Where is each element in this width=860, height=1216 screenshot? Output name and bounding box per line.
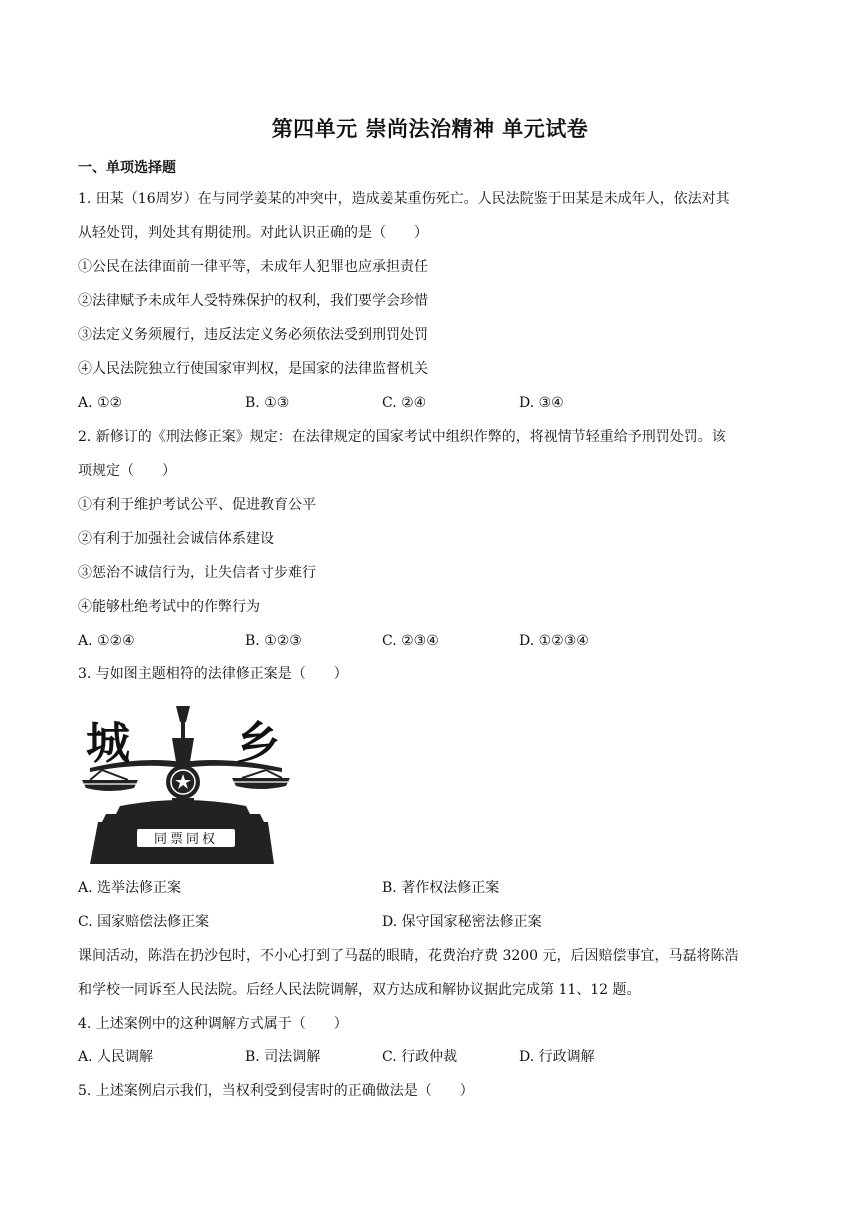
q2-stem-line1: 2. 新修订的《刑法修正案》规定：在法律规定的国家考试中组织作弊的，将视情节轻重给予刑罚处罚。该 xyxy=(78,429,726,445)
q2-option-b[interactable]: B. ①②③ xyxy=(245,633,302,649)
q3-option-d[interactable]: D. 保守国家秘密法修正案 xyxy=(382,914,542,930)
scale-right-pan xyxy=(232,770,290,789)
scale-left-word: 城 xyxy=(86,718,130,769)
q2-option-a[interactable]: A. ①②④ xyxy=(78,633,135,649)
q1-option-a[interactable]: A. ①② xyxy=(78,395,123,411)
q1-item-1: ①公民在法律面前一律平等，未成年人犯罪也应承担责任 xyxy=(78,259,428,275)
q2-option-d[interactable]: D. ①②③④ xyxy=(519,633,589,649)
q4-stem: 4. 上述案例中的这种调解方式属于（ ） xyxy=(78,1016,348,1032)
scale-right-word: 乡 xyxy=(236,718,280,769)
q2-option-c[interactable]: C. ②③④ xyxy=(382,633,439,649)
section-heading: 一、单项选择题 xyxy=(78,160,176,176)
q3-option-b[interactable]: B. 著作权法修正案 xyxy=(382,880,500,896)
q1-item-2: ②法律赋予未成年人受特殊保护的权利，我们要学会珍惜 xyxy=(78,293,428,309)
q2-item-1: ①有利于维护考试公平、促进教育公平 xyxy=(78,497,316,513)
q3-option-c[interactable]: C. 国家赔偿法修正案 xyxy=(78,914,210,930)
q4-option-c[interactable]: C. 行政仲裁 xyxy=(382,1049,458,1065)
q3-stem: 3. 与如图主题相符的法律修正案是（ ） xyxy=(78,666,348,682)
national-emblem-icon xyxy=(166,765,200,799)
q4-option-a[interactable]: A. 人民调解 xyxy=(78,1049,154,1065)
q2-item-2: ②有利于加强社会诚信体系建设 xyxy=(78,531,274,547)
q1-option-b[interactable]: B. ①③ xyxy=(245,395,290,411)
q2-item-4: ④能够杜绝考试中的作弊行为 xyxy=(78,599,260,615)
plaque-text: 同票同权 xyxy=(153,832,219,847)
passage-line2: 和学校一同诉至人民法院。后经人民法院调解，双方达成和解协议据此完成第 11、12 题。 xyxy=(78,982,641,998)
q1-stem-line2: 从轻处罚，判处其有期徒刑。对此认识正确的是（ ） xyxy=(78,225,428,241)
q1-item-3: ③法定义务须履行，违反法定义务必须依法受到刑罚处罚 xyxy=(78,327,428,343)
scale-top-weight xyxy=(172,706,194,762)
plaque xyxy=(136,828,236,848)
scale-of-justice-cartoon xyxy=(80,698,292,864)
q1-stem-line1: 1. 田某（16周岁）在与同学姜某的冲突中，造成姜某重伤死亡。人民法院鉴于田某是未成年人，依法对其 xyxy=(78,191,730,207)
scale-left-pan xyxy=(82,770,138,791)
q3-option-a[interactable]: A. 选举法修正案 xyxy=(78,880,182,896)
q2-stem-line2: 项规定（ ） xyxy=(78,463,176,479)
q2-item-3: ③惩治不诚信行为，让失信者寸步难行 xyxy=(78,565,316,581)
q1-option-d[interactable]: D. ③④ xyxy=(519,395,564,411)
q4-option-b[interactable]: B. 司法调解 xyxy=(245,1049,321,1065)
q1-item-4: ④人民法院独立行使国家审判权，是国家的法律监督机关 xyxy=(78,361,428,377)
q5-stem: 5. 上述案例启示我们，当权利受到侵害时的正确做法是（ ） xyxy=(78,1083,474,1099)
q4-option-d[interactable]: D. 行政调解 xyxy=(519,1049,595,1065)
passage-line1: 课间活动，陈浩在扔沙包时，不小心打到了马磊的眼睛，花费治疗费 3200 元，后因赔偿事宜，马磊将陈浩 xyxy=(78,948,739,964)
q1-option-c[interactable]: C. ②④ xyxy=(382,395,427,411)
exam-title: 第四单元 崇尚法治精神 单元试卷 xyxy=(271,117,589,141)
